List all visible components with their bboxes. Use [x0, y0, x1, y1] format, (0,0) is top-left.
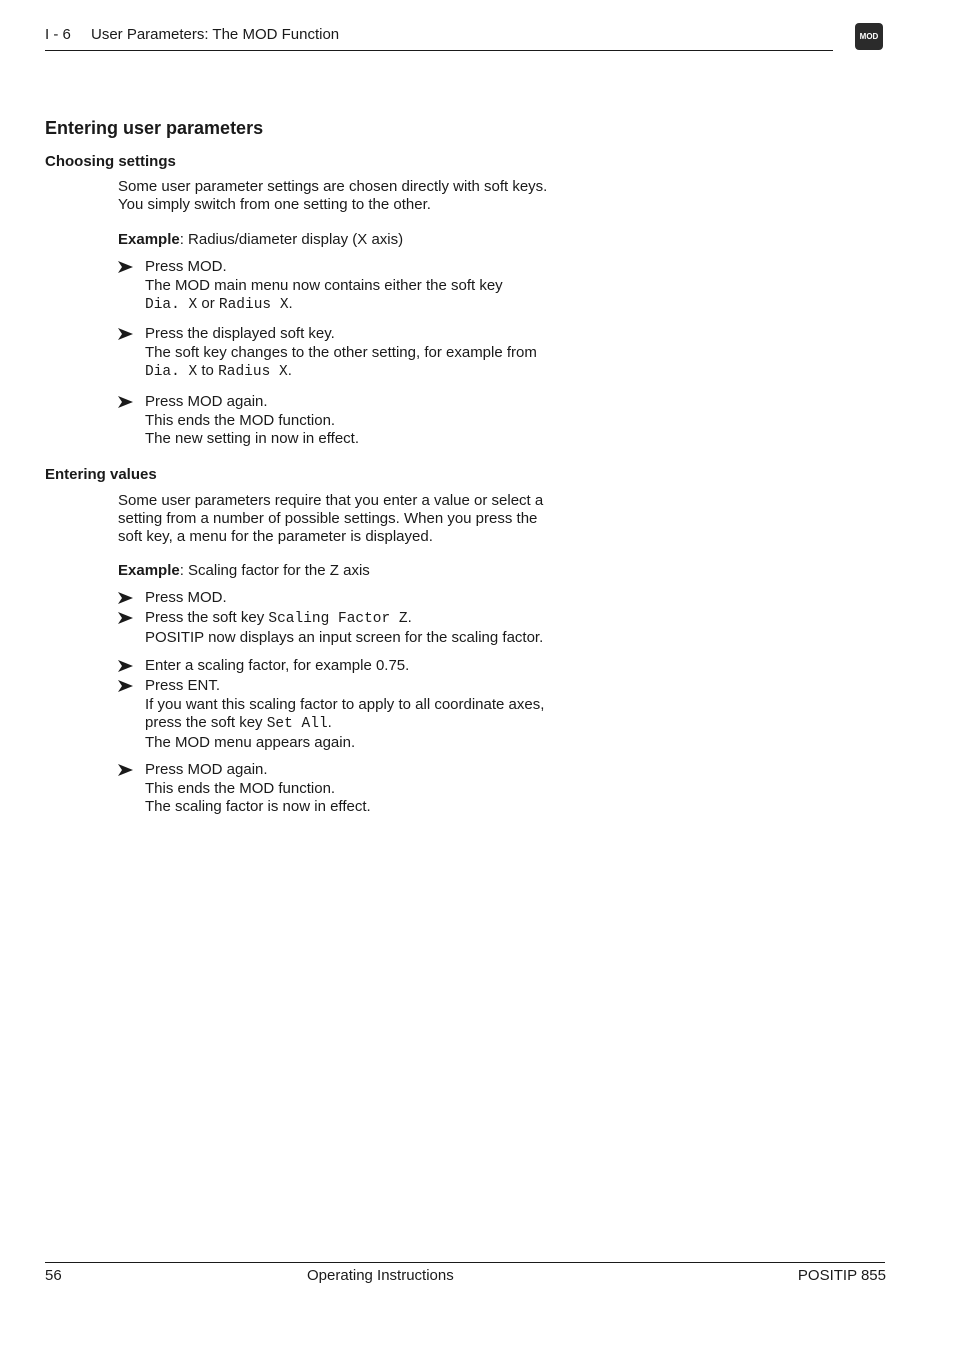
step-text: Press the displayed soft key.	[145, 325, 335, 342]
step-item	[118, 589, 598, 608]
period: .	[407, 609, 412, 626]
step-text: The soft key changes to the other setting, for example from	[145, 343, 537, 361]
step-text: POSITIP now displays an input screen for the scaling factor.	[145, 628, 544, 646]
arrow-bullet-icon	[118, 396, 133, 408]
period: .	[327, 714, 332, 731]
softkey-text: Scaling Factor Z	[268, 611, 408, 627]
footer-product: POSITIP 855	[797, 1267, 886, 1284]
example-text: : Radius/diameter display (X axis)	[179, 231, 404, 248]
step-item	[118, 761, 598, 817]
choosing-example	[118, 231, 598, 249]
step-text: This ends the MOD function.	[145, 411, 336, 429]
values-example	[118, 562, 598, 580]
step-text: The MOD main menu now contains either the soft key	[145, 276, 503, 294]
step-text: This ends the MOD function.	[145, 779, 336, 797]
step-text: Press ENT.	[145, 677, 221, 694]
step-item	[118, 393, 598, 449]
arrow-bullet-icon	[118, 261, 133, 273]
step-text: Press MOD.	[145, 589, 227, 606]
choosing-intro	[118, 178, 598, 214]
subheading-choosing-settings: Choosing settings	[45, 153, 176, 170]
footer-rule	[45, 1262, 885, 1263]
intro-line: You simply switch from one setting to the other.	[118, 196, 431, 213]
step-item	[118, 609, 598, 647]
step-text: Press MOD again.	[145, 393, 268, 410]
step-text	[145, 362, 598, 382]
step-text: Enter a scaling factor, for example 0.75.	[145, 657, 410, 674]
example-text: : Scaling factor for the Z axis	[179, 562, 370, 579]
arrow-bullet-icon	[118, 328, 133, 340]
softkey-text: Dia. X	[145, 297, 198, 313]
softkey-text: Set All	[266, 716, 328, 732]
step-item	[118, 258, 598, 315]
intro-line: setting from a number of possible settings. When you press the	[118, 510, 538, 527]
page-title: Entering user parameters	[45, 118, 264, 138]
arrow-bullet-icon	[118, 660, 133, 672]
period: .	[288, 295, 293, 312]
intro-line: Some user parameter settings are chosen directly with soft keys.	[118, 178, 548, 195]
intro-line: Some user parameters require that you enter a value or select a	[118, 492, 544, 509]
arrow-bullet-icon	[118, 764, 133, 776]
step-text	[145, 714, 598, 734]
period: .	[287, 362, 292, 379]
step-prefix: Press the soft key	[145, 609, 269, 626]
step-text: If you want this scaling factor to apply to all coordinate axes,	[145, 695, 545, 713]
joiner-text: or	[197, 295, 219, 312]
mod-key-icon	[855, 23, 883, 50]
mod-key-label: MOD	[859, 32, 879, 41]
step-text: Press MOD again.	[145, 761, 268, 778]
subheading-entering-values: Entering values	[45, 466, 157, 483]
example-label: Example	[118, 231, 180, 248]
step-text: The MOD menu appears again.	[145, 733, 356, 751]
step-item	[118, 677, 598, 752]
intro-line: soft key, a menu for the parameter is displayed.	[118, 528, 433, 545]
footer-title: Operating Instructions	[307, 1267, 454, 1284]
running-header	[45, 26, 339, 43]
header-rule	[45, 50, 833, 51]
step-text: The scaling factor is now in effect.	[145, 798, 371, 815]
arrow-bullet-icon	[118, 592, 133, 604]
step-text	[145, 609, 598, 629]
arrow-bullet-icon	[118, 612, 133, 624]
softkey-text: Dia. X	[145, 364, 198, 380]
values-intro	[118, 492, 598, 546]
step-item	[118, 657, 598, 676]
softkey-text: Radius X	[218, 297, 289, 313]
section-number: I - 6	[45, 26, 71, 43]
step-text: Press MOD.	[145, 258, 227, 275]
softkey-text: Radius X	[218, 364, 288, 380]
step-text: The new setting in now in effect.	[145, 430, 360, 447]
joiner-text: to	[197, 362, 219, 379]
page-number: 56	[45, 1267, 62, 1284]
section-title: User Parameters: The MOD Function	[91, 26, 340, 43]
step-prefix: press the soft key	[145, 714, 267, 731]
step-item	[118, 325, 598, 382]
example-label: Example	[118, 562, 180, 579]
arrow-bullet-icon	[118, 680, 133, 692]
step-text	[145, 295, 598, 315]
